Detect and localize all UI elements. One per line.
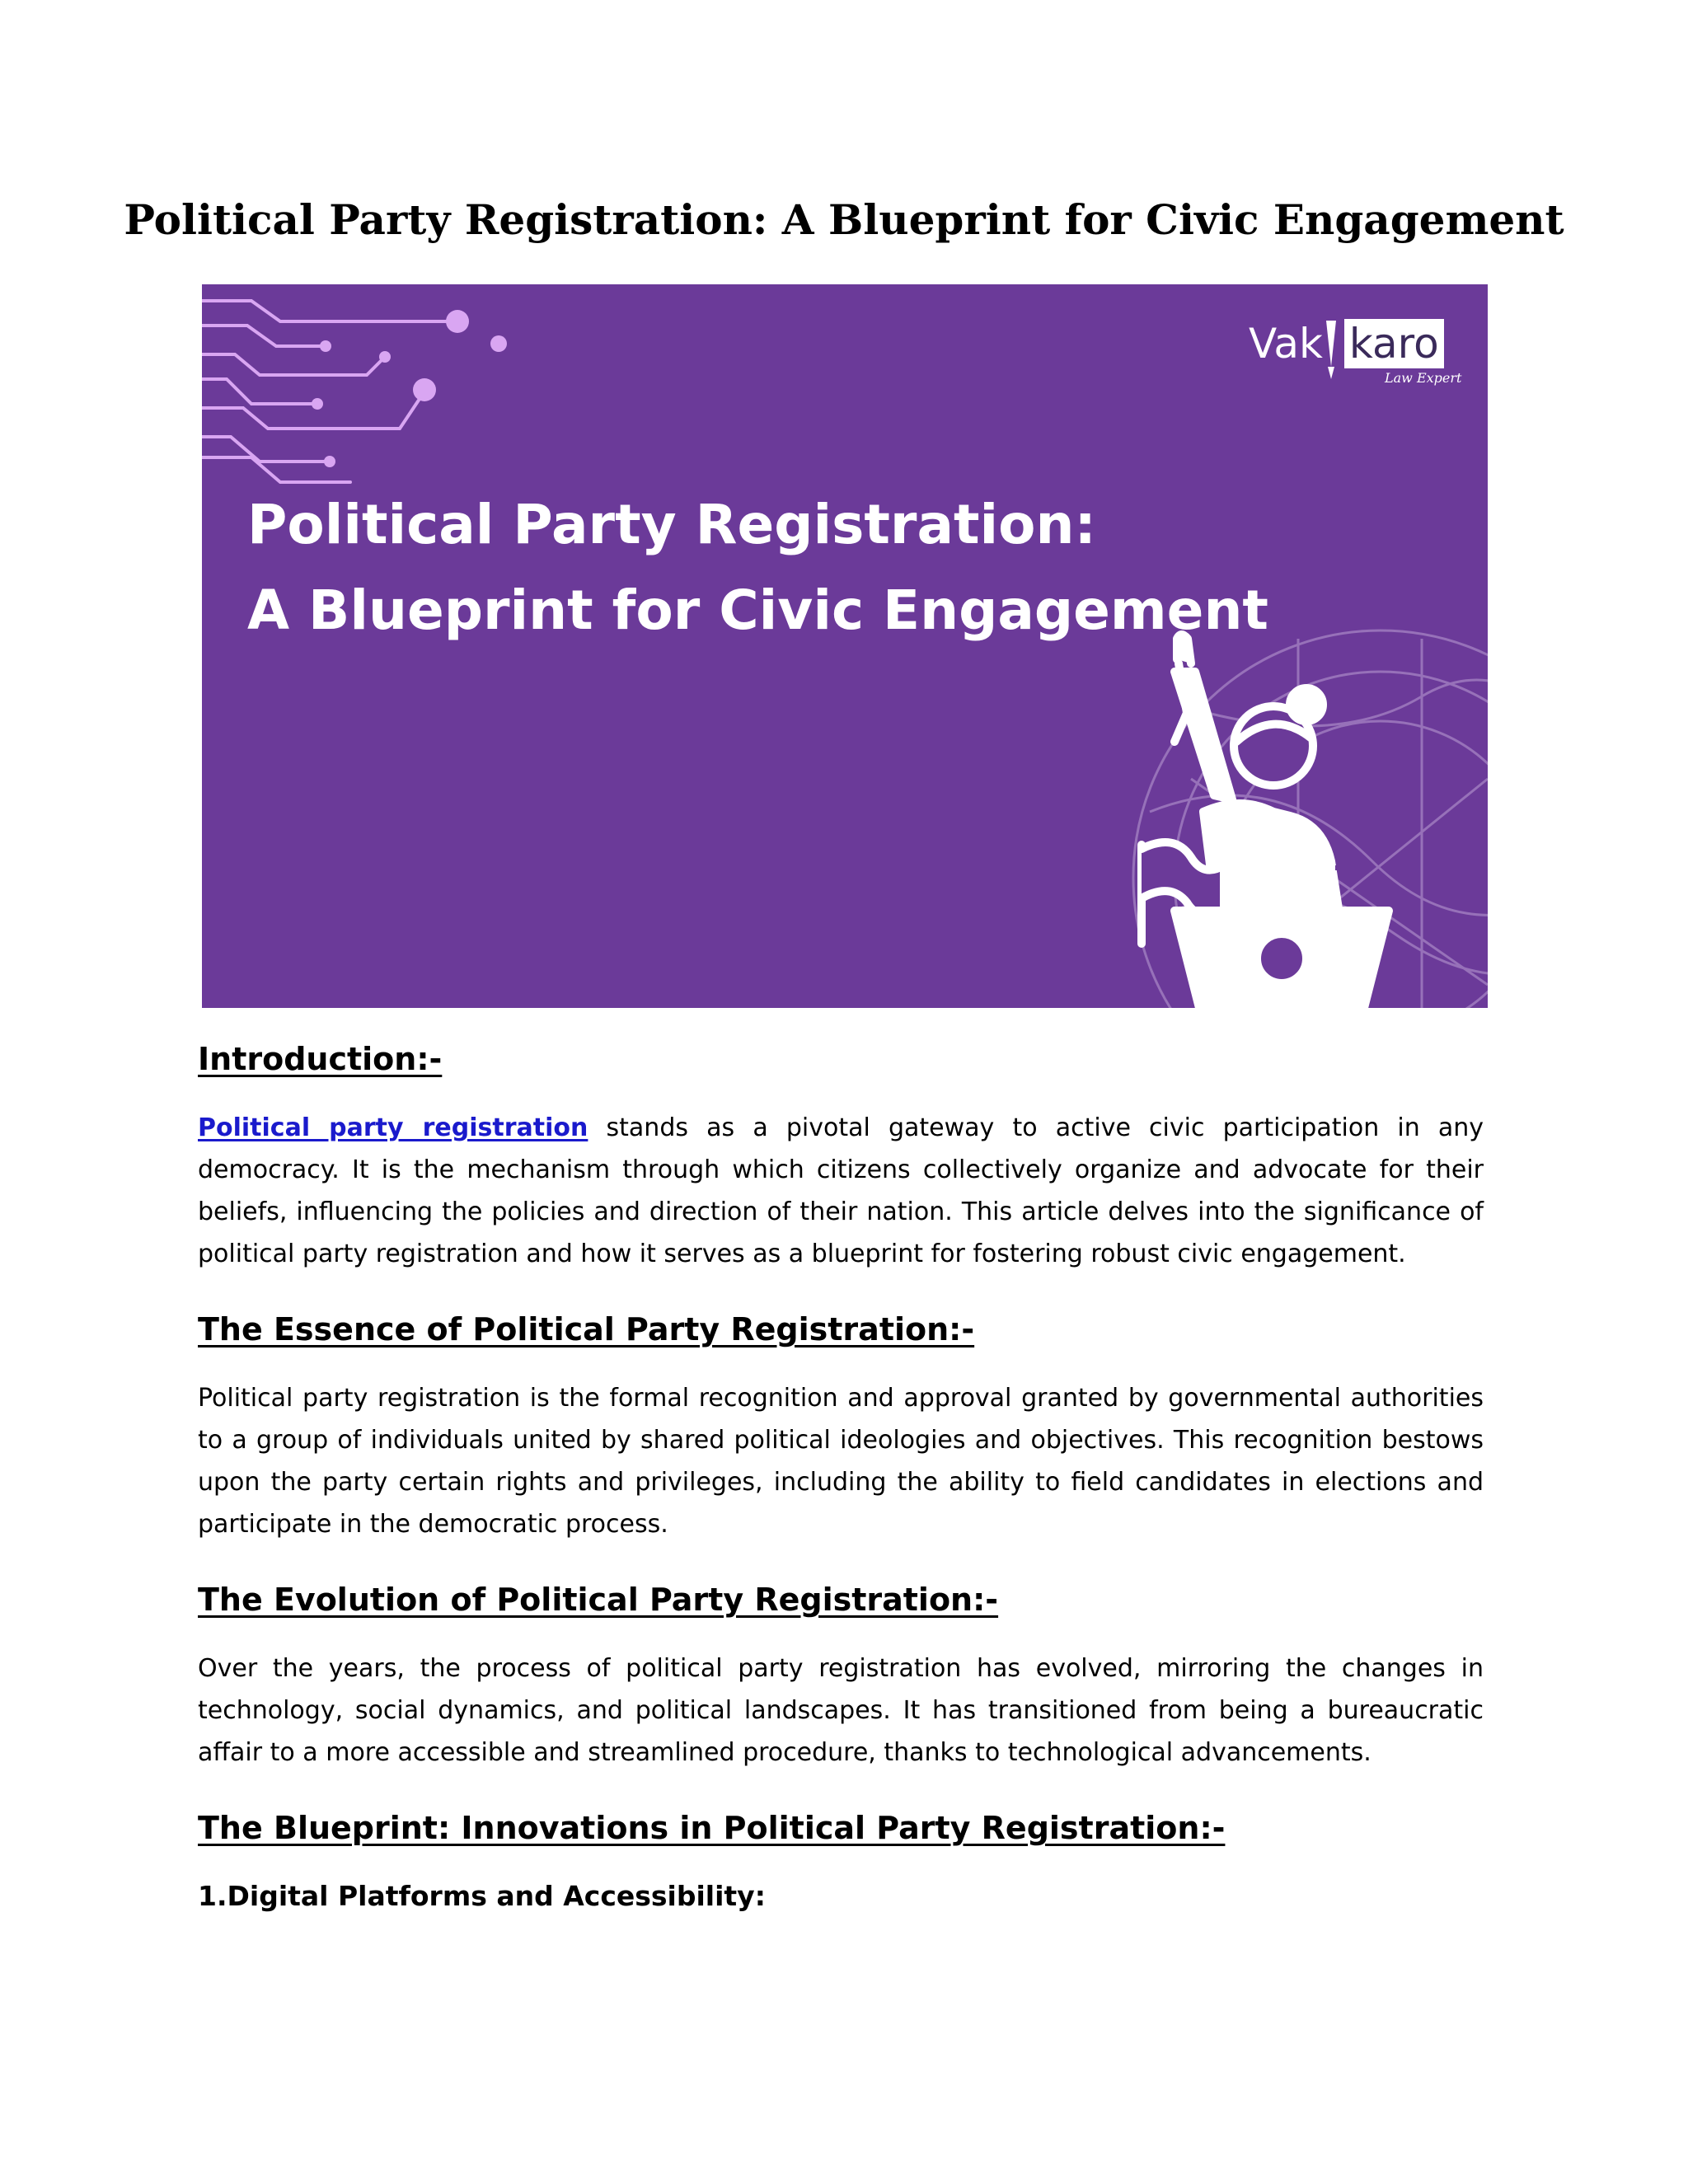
political-party-registration-link[interactable]: Political party registration bbox=[198, 1113, 588, 1142]
article-body bbox=[198, 1034, 1484, 1917]
banner-heading-line-1: Political Party Registration: bbox=[247, 493, 1096, 556]
blueprint-heading: The Blueprint: Innovations in Political Party Registration:- bbox=[198, 1810, 1226, 1846]
banner-image bbox=[202, 284, 1488, 1008]
introduction-paragraph bbox=[198, 1107, 1484, 1275]
banner-heading bbox=[247, 482, 1268, 654]
digital-platforms-subheading: 1.Digital Platforms and Accessibility: bbox=[198, 1880, 766, 1912]
tie-icon bbox=[1323, 317, 1339, 383]
circuit-nodes bbox=[312, 310, 507, 467]
logo-text-left: Vak bbox=[1249, 320, 1323, 368]
introduction-heading: Introduction:- bbox=[198, 1041, 443, 1077]
essence-heading: The Essence of Political Party Registration:- bbox=[198, 1311, 975, 1347]
evolution-paragraph: Over the years, the process of political party registration has evolved, mirroring the changes in technology, social dynamics, and political landscapes. It has transitioned from being a bureaucratic affair to a more accessible and streamlined procedure, thanks to technological advancements. bbox=[198, 1654, 1484, 1767]
logo-tagline: Law Expert bbox=[1385, 370, 1462, 386]
introduction-text: stands as a pivotal gateway to active civic participation in any democracy. It is the mechanism through which citizens collectively organize and advocate for their beliefs, influencing the policies and direction of their nation. This article delves into the significance of political party registration and how it serves as a blueprint for fostering robust civic engagement. bbox=[198, 1113, 1484, 1268]
logo-text-right: karo bbox=[1344, 319, 1444, 368]
banner-heading-line-2: A Blueprint for Civic Engagement bbox=[247, 579, 1268, 642]
document-title: Political Party Registration: A Blueprint for Civic Engagement bbox=[124, 195, 1564, 244]
evolution-heading: The Evolution of Political Party Registration:- bbox=[198, 1582, 999, 1618]
speaker-at-podium-illustration bbox=[1142, 635, 1389, 1008]
essence-paragraph: Political party registration is the formal recognition and approval granted by governmental authorities to a group of individuals united by shared political ideologies and objectives. This recognition bestows upon the party certain rights and privileges, including the ability to field candidates in elections and participate in the democratic process. bbox=[198, 1384, 1484, 1539]
